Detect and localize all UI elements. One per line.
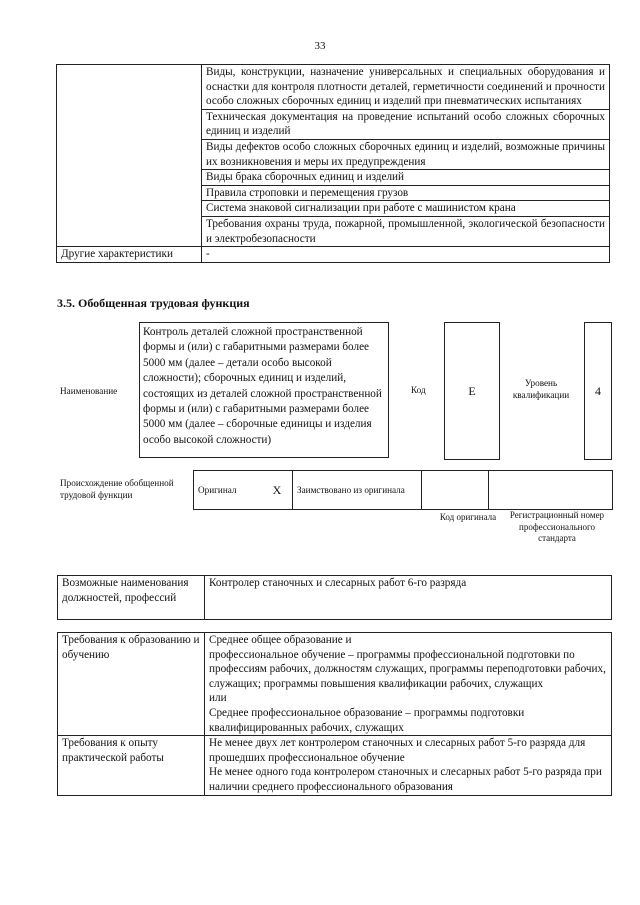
knowledge-item: Виды дефектов особо сложных сборочных единиц и изделий, возможные причины их возникновения и меры их предупреждения: [202, 139, 610, 169]
code-caption: Код оригинала: [439, 512, 497, 522]
code-value: E: [468, 383, 476, 398]
education-line: профессиональное обучение – программы профессиональной подготовки по профессиям рабочих, должностям служащих, программы переподготовки рабочих, служащих; программы повышения квалификации рабочих, служащих: [209, 648, 606, 690]
section-title: 3.5. Обобщенная трудовая функция: [57, 296, 250, 310]
original-label: Оригинал: [194, 471, 263, 510]
origin-label: Происхождение обобщенной трудовой функции: [60, 478, 174, 500]
table-cell-empty: [57, 65, 202, 247]
function-name-value: Контроль деталей сложной пространственной формы и (или) с габаритными размерами более 5000 мм (далее – детали особо высокой сложности); сборочных единиц и изделий, состоящих из деталей сложной пространственной формы и (или) с габаритными размерами более 5000 мм (далее – сборочные единицы и изделия особо высокой сложности): [143, 326, 382, 446]
education-line: Среднее общее образование и: [209, 634, 352, 646]
page-number: 33: [314, 40, 326, 52]
original-mark: X: [262, 471, 293, 510]
level-label: Уровень квалификации: [512, 378, 570, 400]
reg-caption: Регистрационный номер профессионального стандарта: [509, 510, 605, 543]
code-label: Код: [411, 385, 426, 395]
job-titles-value: Контролер станочных и слесарных работ 6-го разряда: [205, 576, 612, 620]
experience-value: [205, 736, 612, 795]
borrowed-label: Заимствовано из оригинала: [293, 471, 422, 510]
education-line: Среднее профессиональное образование – программы подготовки квалифицированных рабочих, служащих: [209, 706, 525, 734]
other-characteristics-label: Другие характеристики: [57, 247, 202, 263]
requirements-table: [57, 632, 612, 796]
knowledge-item: Виды, конструкции, назначение универсальных и специальных оборудования и оснастки для контроля плотности деталей, герметичности соединений и прочности особо сложных сборочных единиц и изделий при пневматических испытаниях: [202, 65, 610, 110]
name-label: Наименование: [60, 386, 118, 396]
knowledge-item: Виды брака сборочных единиц и изделий: [202, 170, 610, 186]
origin-table: [193, 470, 613, 510]
education-value: [205, 633, 612, 736]
education-label: Требования к образованию и обучению: [58, 633, 205, 736]
table-row: [58, 736, 612, 795]
original-code-cell: [422, 471, 489, 510]
knowledge-item: Техническая документация на проведение испытаний особо сложных сборочных единиц и изделий: [202, 109, 610, 139]
table-row: [194, 471, 613, 510]
education-line: или: [209, 692, 227, 705]
other-characteristics-value: -: [202, 247, 610, 263]
table-row: [57, 247, 610, 263]
experience-line: Не менее одного года контролером станочных и слесарных работ 5-го разряда при наличии среднего профессионального образования: [209, 766, 602, 793]
experience-label: Требования к опыту практической работы: [58, 736, 205, 795]
table-row: [58, 576, 612, 620]
function-name-box: [139, 322, 389, 458]
level-box: [584, 322, 612, 460]
knowledge-item: Система знаковой сигнализации при работе с машинистом крана: [202, 201, 610, 217]
reg-number-cell: [489, 471, 613, 510]
knowledge-item: Требования охраны труда, пожарной, промышленной, экологической безопасности и электробезопасности: [202, 216, 610, 246]
code-box: [444, 322, 500, 460]
level-value: 4: [595, 383, 601, 398]
table-row: [57, 65, 610, 110]
job-titles-label: Возможные наименования должностей, профессий: [58, 576, 205, 620]
experience-line: Не менее двух лет контролером станочных и слесарных работ 5-го разряда для прошедших профессиональное обучение: [209, 737, 586, 764]
knowledge-table: [56, 64, 610, 263]
knowledge-item: Правила строповки и перемещения грузов: [202, 185, 610, 201]
job-titles-table: [57, 575, 612, 620]
table-row: [58, 633, 612, 736]
